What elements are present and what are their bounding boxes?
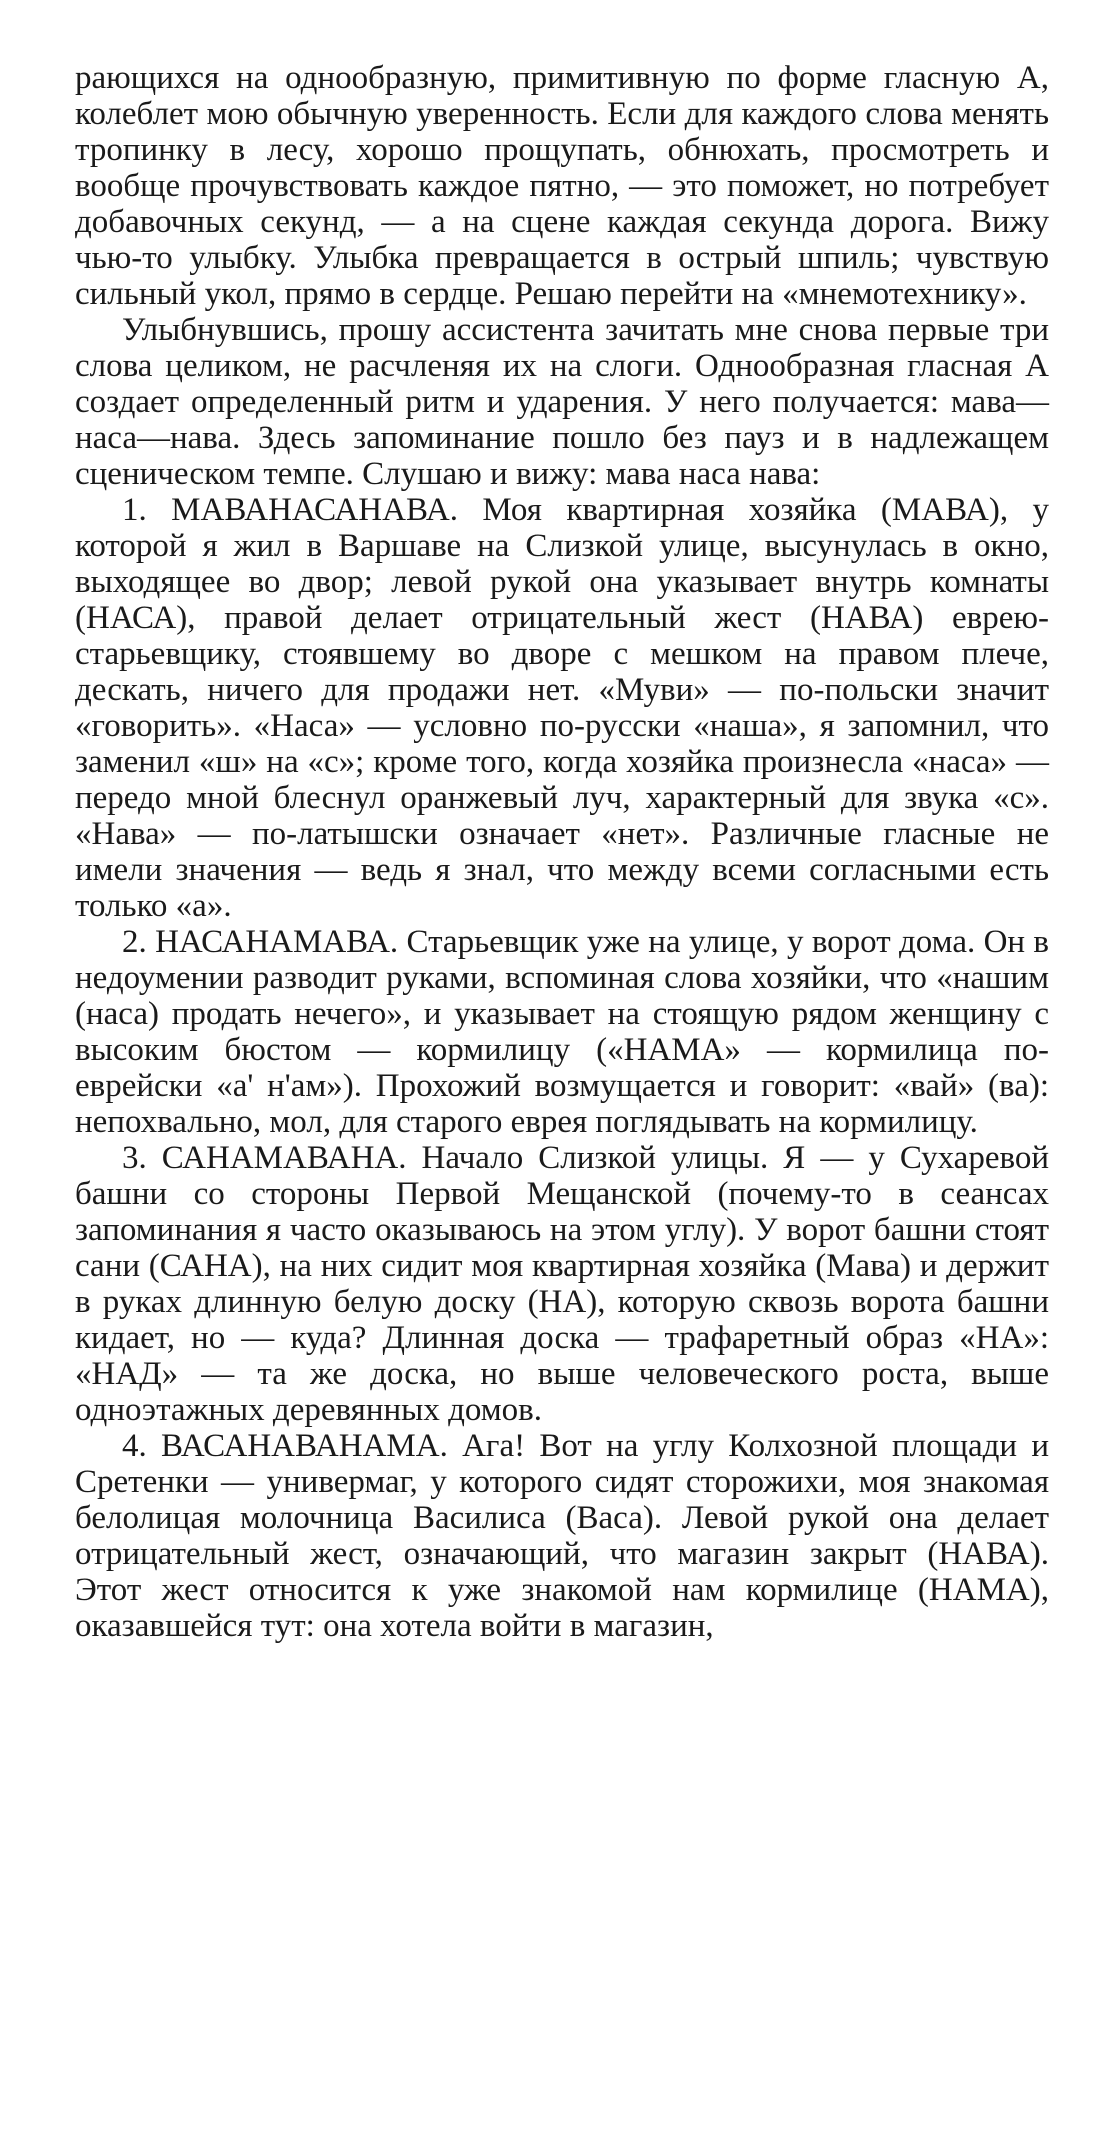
document-page xyxy=(75,60,1049,1644)
paragraph-item-2: 2. НАСАНАМАВА. Старьевщик уже на улице, у ворот дома. Он в недоумении разводит руками, вспоминая слова хозяйки, что «нашим (наса) продать нечего», и указывает на стоящую рядом женщину с высоким бюстом — кормилицу («НАМА» — кормилица по-еврейски «а' н'ам»). Прохожий возмущается и говорит: «вай» (ва): непохвально, мол, для старого еврея поглядывать на кормилицу. xyxy=(75,924,1049,1140)
paragraph-intro-triplets: Улыбнувшись, прошу ассистента зачитать мне снова первые три слова целиком, не расчленяя их на слоги. Однообразная гласная А создает определенный ритм и ударения. У него получается: мава—наса—нава. Здесь запоминание пошло без пауз и в надлежащем сценическом темпе. Слушаю и вижу: мава наса нава: xyxy=(75,312,1049,492)
paragraph-item-4: 4. ВАСАНАВАНАМА. Ага! Вот на углу Колхозной площади и Сретенки — универмаг, у которого сидят сторожихи, моя знакомая белолицая молочница Василиса (Васа). Левой рукой она делает отрицательный жест, означающий, что магазин закрыт (НАВА). Этот жест относится к уже знакомой нам кормилице (НАМА), оказавшейся тут: она хотела войти в магазин, xyxy=(75,1428,1049,1644)
paragraph-item-1: 1. МАВАНАСАНАВА. Моя квартирная хозяйка (МАВА), у которой я жил в Варшаве на Слизкой улице, высунулась в окно, выходящее во двор; левой рукой она указывает внутрь комнаты (НАСА), правой делает отрицательный жест (НАВА) еврею-старьевщику, стоявшему во дворе с мешком на правом плече, дескать, ничего для продажи нет. «Муви» — по-польски значит «говорить». «Наса» — условно по-русски «наша», я запомнил, что заменил «ш» на «с»; кроме того, когда хозяйка произнесла «наса» — передо мной блеснул оранжевый луч, характерный для звука «с». «Нава» — по-латышски означает «нет». Различные гласные не имели значения — ведь я знал, что между всеми согласными есть только «а». xyxy=(75,492,1049,924)
paragraph-continuation: рающихся на однообразную, примитивную по форме гласную А, колеблет мою обычную уверенность. Если для каждого слова менять тропинку в лесу, хорошо прощупать, обнюхать, просмотреть и вообще прочувствовать каждое пятно, — это поможет, но потребует добавочных секунд, — а на сцене каждая секунда дорога. Вижу чью-то улыбку. Улыбка превращается в острый шпиль; чувствую сильный укол, прямо в сердце. Решаю перейти на «мнемотехнику». xyxy=(75,60,1049,312)
paragraph-item-3: 3. САНАМАВАНА. Начало Слизкой улицы. Я — у Сухаревой башни со стороны Первой Мещанской (почему-то в сеансах запоминания я часто оказываюсь на этом углу). У ворот башни стоят сани (САНА), на них сидит моя квартирная хозяйка (Мава) и держит в руках длинную белую доску (НА), которую сквозь ворота башни кидает, но — куда? Длинная доска — трафаретный образ «НА»: «НАД» — та же доска, но выше человеческого роста, выше одноэтажных деревянных домов. xyxy=(75,1140,1049,1428)
